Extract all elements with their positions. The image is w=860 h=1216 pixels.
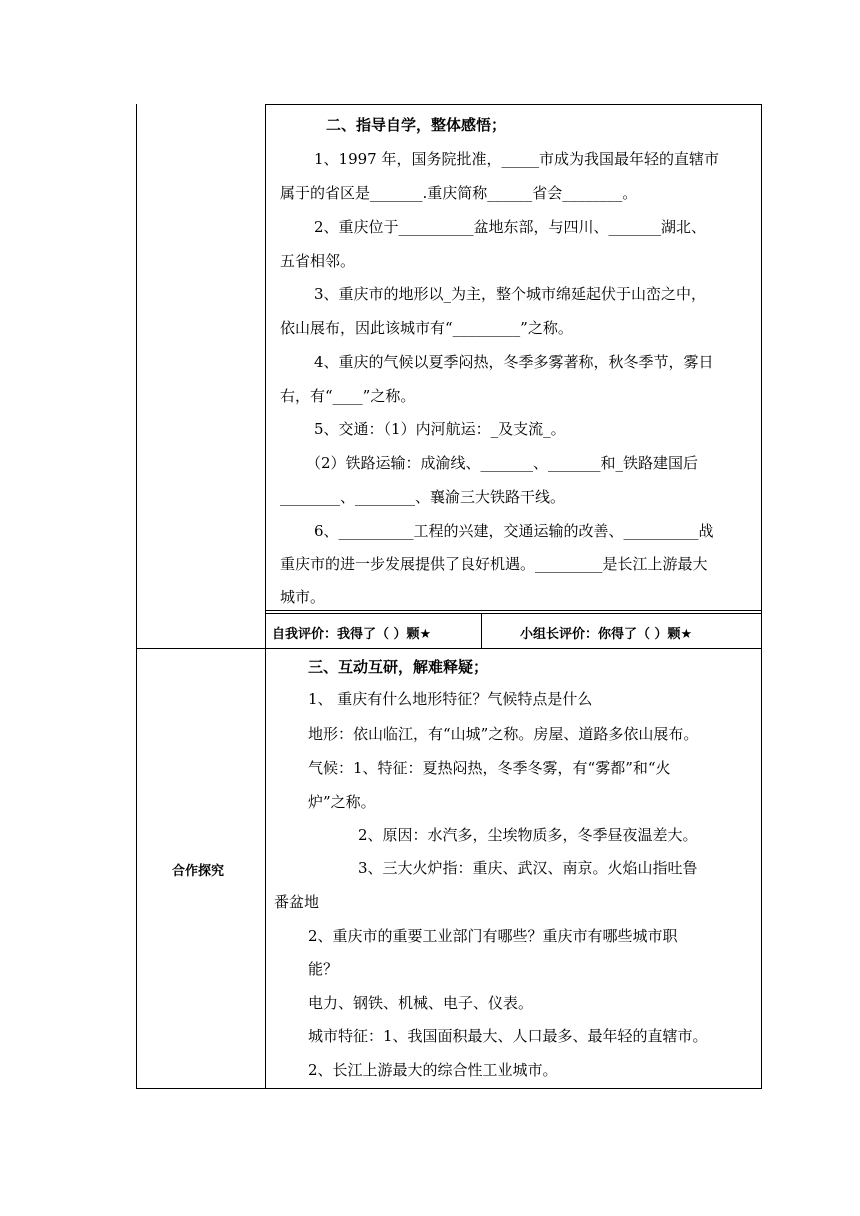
self-study-line-6: 依山展布，因此该城市有“_________”之称。	[280, 319, 573, 337]
self-study-line-9: 5、交通：（1）内河航运：_及支流_。	[314, 420, 566, 438]
self-study-line-3: 2、重庆位于__________盆地东部，与四川、_______湖北、	[314, 218, 707, 236]
cooperation-cell	[266, 649, 761, 1088]
self-study-line-13: 重庆市的进一步发展提供了良好机遇。_________是长江上游最大	[280, 555, 708, 573]
cooperation-line-2: 地形：依山临江，有“山城”之称。房屋、道路多依山展布。	[308, 725, 699, 743]
border-right	[761, 104, 762, 1089]
self-study-line-8: 右，有“____”之称。	[280, 387, 416, 405]
cooperation-line-12: 2、长江上游最大的综合性工业城市。	[308, 1061, 558, 1079]
cooperation-side-label: 合作探究	[172, 864, 225, 879]
self-study-line-14: 城市。	[280, 588, 326, 606]
self-study-line-1: 1、1997 年，国务院批准，_____市成为我国最年轻的直辖市	[314, 150, 719, 168]
self-study-heading: 二、指导自学，整体感悟；	[326, 116, 507, 134]
self-study-line-7: 4、重庆的气候以夏季闷热，冬季多雾著称，秋冬季节，雾日	[314, 353, 714, 371]
cooperation-line-10: 电力、钢铁、机械、电子、仪表。	[308, 994, 534, 1012]
border-left	[136, 104, 137, 1089]
cooperation-line-6: 3、三大火炉指：重庆、武汉、南京。火焰山指吐鲁	[358, 859, 698, 877]
cooperation-line-1: 1、 重庆有什么地形特征？气候特点是什么	[308, 690, 593, 708]
border-eval-top	[265, 610, 762, 611]
cooperation-line-7: 番盆地	[274, 893, 320, 911]
cooperation-heading: 三、互动互研，解难释疑；	[308, 658, 489, 676]
border-eval-divider	[481, 613, 482, 649]
self-study-line-10: （2）铁路运输：成渝线、_______、_______和_铁路建国后	[306, 454, 699, 472]
border-eval-top-2	[265, 613, 762, 614]
cooperation-line-8: 2、重庆市的重要工业部门有哪些？重庆市有哪些城市职	[308, 927, 678, 945]
self-study-cell	[266, 105, 761, 610]
self-study-line-12: 6、__________工程的兴建，交通运输的改善、__________战	[314, 522, 714, 540]
self-study-line-11: ________、________、襄渝三大铁路干线。	[280, 488, 566, 506]
self-study-line-2: 属于的省区是_______.重庆简称______省会________。	[280, 184, 638, 202]
self-study-line-4: 五省相邻。	[280, 252, 356, 270]
group-evaluation: 小组长评价：你得了（ ）颗★	[520, 627, 693, 642]
cooperation-line-11: 城市特征：1、我国面积最大、人口最多、最年轻的直辖市。	[308, 1027, 708, 1045]
border-bottom	[136, 1088, 762, 1089]
cooperation-line-3: 气候：1、特征：夏热闷热，冬季冬雾，有“雾都”和“火	[308, 759, 671, 777]
self-evaluation: 自我评价：我得了（ ）颗★	[272, 627, 432, 642]
cooperation-line-5: 2、原因：水汽多，尘埃物质多，冬季昼夜温差大。	[358, 826, 698, 844]
cooperation-line-9: 能？	[308, 960, 339, 978]
self-study-line-5: 3、重庆市的地形以_为主，整个城市绵延起伏于山峦之中，	[314, 285, 707, 303]
cooperation-line-4: 炉”之称。	[308, 793, 376, 811]
